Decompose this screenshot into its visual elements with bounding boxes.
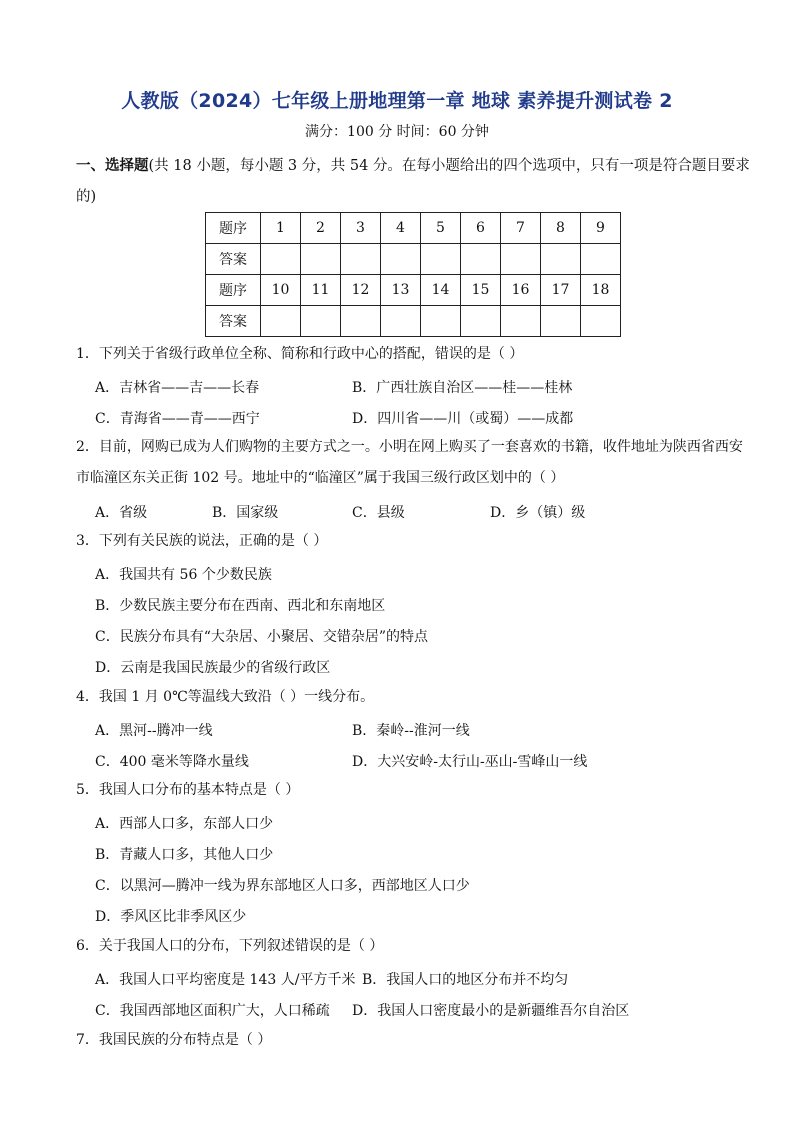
option-c[interactable]: C．青海省——青——西宁 — [95, 411, 260, 427]
option-c[interactable]: C．民族分布具有“大杂居、小聚居、交错杂居”的特点 — [95, 629, 429, 645]
answer-cell[interactable] — [581, 306, 621, 337]
option-a[interactable]: A．吉林省——吉——长春 — [95, 380, 260, 396]
row-label-number: 题序 — [206, 213, 261, 244]
option-d[interactable]: D．季风区比非季风区少 — [95, 909, 247, 925]
answer-cell[interactable] — [261, 306, 301, 337]
option-d[interactable]: D．云南是我国民族最少的省级行政区 — [95, 660, 331, 676]
option-c[interactable]: C．县级 — [352, 505, 405, 521]
question-number: 8 — [541, 213, 581, 244]
option-b[interactable]: B．我国人口的地区分布并不均匀 — [362, 972, 569, 988]
answer-cell[interactable] — [541, 306, 581, 337]
question-number: 10 — [261, 275, 301, 306]
question-number: 5 — [421, 213, 461, 244]
option-a[interactable]: A．省级 — [95, 505, 148, 521]
option-b[interactable]: B．少数民族主要分布在西南、西北和东南地区 — [95, 598, 386, 614]
answer-cell[interactable] — [301, 306, 341, 337]
table-row — [206, 306, 621, 337]
question-number: 18 — [581, 275, 621, 306]
section-heading: 一、选择题 — [76, 158, 149, 174]
option-d[interactable]: D．乡（镇）级 — [490, 505, 586, 521]
question-stem: 6．关于我国人口的分布，下列叙述错误的是（ ） — [76, 938, 384, 954]
question-number: 13 — [381, 275, 421, 306]
answer-cell[interactable] — [541, 244, 581, 275]
answer-cell[interactable] — [501, 244, 541, 275]
exam-info: 满分：100 分 时间：60 分钟 — [305, 124, 489, 140]
answer-cell[interactable] — [381, 306, 421, 337]
question-number: 4 — [381, 213, 421, 244]
option-a[interactable]: A．我国人口平均密度是 143 人/平方千米 — [95, 972, 356, 988]
option-b[interactable]: B．秦岭--淮河一线 — [352, 723, 470, 739]
question-number: 15 — [461, 275, 501, 306]
option-c[interactable]: C．以黑河—腾冲一线为界东部地区人口多，西部地区人口少 — [95, 878, 470, 894]
section-instruction: (共 18 小题，每小题 3 分，共 54 分。在每小题给出的四个选项中，只有一项是符合题目要求的) — [76, 158, 750, 205]
answer-cell[interactable] — [421, 244, 461, 275]
question-stem: 2．目前，网购已成为人们购物的主要方式之一。小明在网上购买了一套喜欢的书籍，收件地址为陕西省西安市临潼区东关正街 102 号。地址中的“临潼区”属于我国三级行政区划中的（ ） — [76, 439, 743, 486]
question-number: 11 — [301, 275, 341, 306]
answer-cell[interactable] — [461, 306, 501, 337]
question-number: 1 — [261, 213, 301, 244]
question-stem: 5．我国人口分布的基本特点是（ ） — [76, 782, 300, 798]
question-stem: 3．下列有关民族的说法，正确的是（ ） — [76, 533, 328, 549]
option-a[interactable]: A．黑河--腾冲一线 — [95, 723, 213, 739]
question-stem: 7．我国民族的分布特点是（ ） — [76, 1032, 272, 1048]
answer-cell[interactable] — [461, 244, 501, 275]
option-d[interactable]: D．大兴安岭-太行山-巫山-雪峰山一线 — [352, 754, 588, 770]
section-intro — [76, 151, 752, 213]
question-number: 12 — [341, 275, 381, 306]
answer-cell[interactable] — [301, 244, 341, 275]
question-number: 16 — [501, 275, 541, 306]
table-row — [206, 275, 621, 306]
question-number: 17 — [541, 275, 581, 306]
answer-cell[interactable] — [341, 306, 381, 337]
option-c[interactable]: C．我国西部地区面积广大，人口稀疏 — [95, 1003, 330, 1019]
question-stem: 1．下列关于省级行政单位全称、简称和行政中心的搭配，错误的是（ ） — [76, 346, 524, 362]
answer-cell[interactable] — [341, 244, 381, 275]
answer-table — [205, 212, 621, 337]
question-number: 14 — [421, 275, 461, 306]
question-number: 9 — [581, 213, 621, 244]
row-label-answer: 答案 — [206, 244, 261, 275]
table-row — [206, 244, 621, 275]
option-c[interactable]: C．400 毫米等降水量线 — [95, 754, 249, 770]
answer-cell[interactable] — [421, 306, 461, 337]
option-a[interactable]: A．西部人口多，东部人口少 — [95, 816, 274, 832]
option-a[interactable]: A．我国共有 56 个少数民族 — [95, 567, 272, 583]
row-label-number: 题序 — [206, 275, 261, 306]
answer-cell[interactable] — [261, 244, 301, 275]
question-number: 6 — [461, 213, 501, 244]
option-b[interactable]: B．青藏人口多，其他人口少 — [95, 847, 274, 863]
option-d[interactable]: D．四川省——川（或蜀）——成都 — [352, 411, 574, 427]
question-number: 3 — [341, 213, 381, 244]
answer-cell[interactable] — [381, 244, 421, 275]
question-number: 2 — [301, 213, 341, 244]
answer-cell[interactable] — [581, 244, 621, 275]
option-d[interactable]: D．我国人口密度最小的是新疆维吾尔自治区 — [352, 1003, 630, 1019]
option-b[interactable]: B．广西壮族自治区——桂——桂林 — [352, 380, 573, 396]
question-stem: 4．我国 1 月 0℃等温线大致沿（ ）一线分布。 — [76, 689, 375, 705]
question-number: 7 — [501, 213, 541, 244]
option-b[interactable]: B．国家级 — [212, 505, 279, 521]
page-title: 人教版（2024）七年级上册地理第一章 地球 素养提升测试卷 2 — [121, 90, 673, 112]
answer-cell[interactable] — [501, 306, 541, 337]
row-label-answer: 答案 — [206, 306, 261, 337]
table-row — [206, 213, 621, 244]
